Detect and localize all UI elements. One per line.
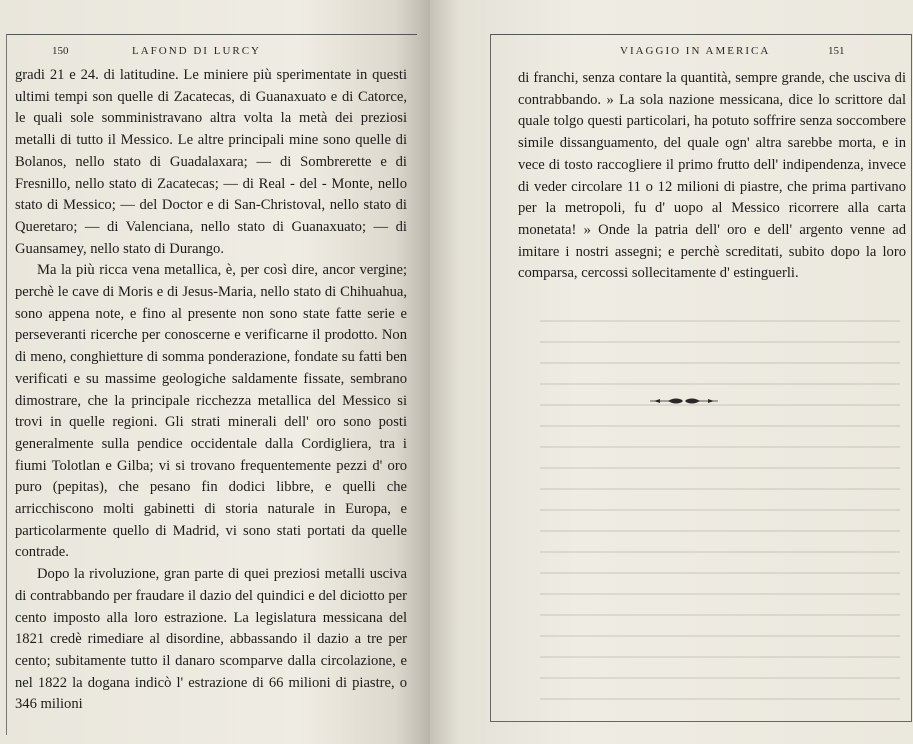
page-number: 150 — [52, 45, 69, 57]
running-head: LAFOND DI LURCY — [132, 45, 261, 57]
left-body-text — [15, 65, 407, 716]
paragraph: Ma la più ricca vena metallica, è, per così dire, ancor vergine; perchè le cave di Moris e di Jesus-Maria, nello stato di Chihuahua, sono appena note, e fino al presente non sono state fatte serie e perseveranti ricerche per conoscerne e verificarne il prodotto. Non di meno, conghietture di somma ponderazione, fondate su fatti ben verificati e su massime geologiche saldamente fissate, sembrano dimostrare, che la principale ricchezza metallica del Messico si trovi in quelle regioni. Gli strati minerali dell' oro sono posti generalmente sulla pendice occidentale dalla Cordigliera, tra i fiumi Tolotlan e Gilba; vi si trovano frequentemente pezzi d' oro puro (pepitas), che pesano fin dodici libbre, e quelli che arricchiscono molti gabinetti di storia naturale in Europa, e particolarmente quello di Madrid, vi sono stati portati da quelle contrade. — [15, 262, 407, 561]
left-page — [0, 0, 430, 744]
page-number: 151 — [828, 45, 845, 57]
paragraph: gradi 21 e 24. di latitudine. Le miniere più sperimentate in questi ultimi tempi son quelle di Zacatecas, di Guanaxuato e di Catorce, le quali sole somministravano altra volta la metà dei preziosi metalli di tutto il Messico. Le altre principali mine sono quelle di Bolanos, nello stato di Guadalaxara; — di Sombrerette e di Fresnillo, nello stato di Zacatecas; — di Real - del - Monte, nello stato di Messico; — del Doctor e di San-Christoval, nello stato di Queretaro; — di Valenciana, nello stato di Guanaxuato; — di Guansamey, nello stato di Durango. — [15, 67, 407, 257]
fleuron-divider-icon — [648, 395, 720, 407]
show-through — [540, 320, 900, 700]
paragraph: Dopo la rivoluzione, gran parte di quei preziosi metalli usciva di contrabbando per fraudare il dazio del quindici e del diciotto per cento imposto alla loro estrazione. La legislatura messicana del 1821 credè rimediare al disordine, abbassando il dazio a tre per cento; subitamente tutto il danaro scomparve dalla circolazione, e nel 1822 la dogana indicò l' estrazione di 66 milioni di piastre, o 346 milioni — [15, 566, 407, 713]
right-page — [430, 0, 913, 744]
right-body-text — [518, 68, 906, 285]
paragraph: di franchi, senza contare la quantità, sempre grande, che usciva di contrabbando. » La sola nazione messicana, dice lo scrittore dal quale tolgo questi particolari, ha potuto soffrire senza soccombere simile dissanguamento, del quale ogn' altra sarebbe morta, e in vece di tosto raccogliere il primo frutto dell' indipendenza, invece di veder circolare 11 o 12 milioni di piastre, che prima partivano per la metropoli, fu d' uopo al Messico ricorrere alla carta monetata! » Onde la patria dell' oro e dell' argento venne ad imitare i nostri assegni; e perchè screditati, subito dopo la loro comparsa, cercossi sollecitamente d' estinguerli. — [518, 70, 906, 282]
running-head: VIAGGIO IN AMERICA — [620, 45, 771, 57]
